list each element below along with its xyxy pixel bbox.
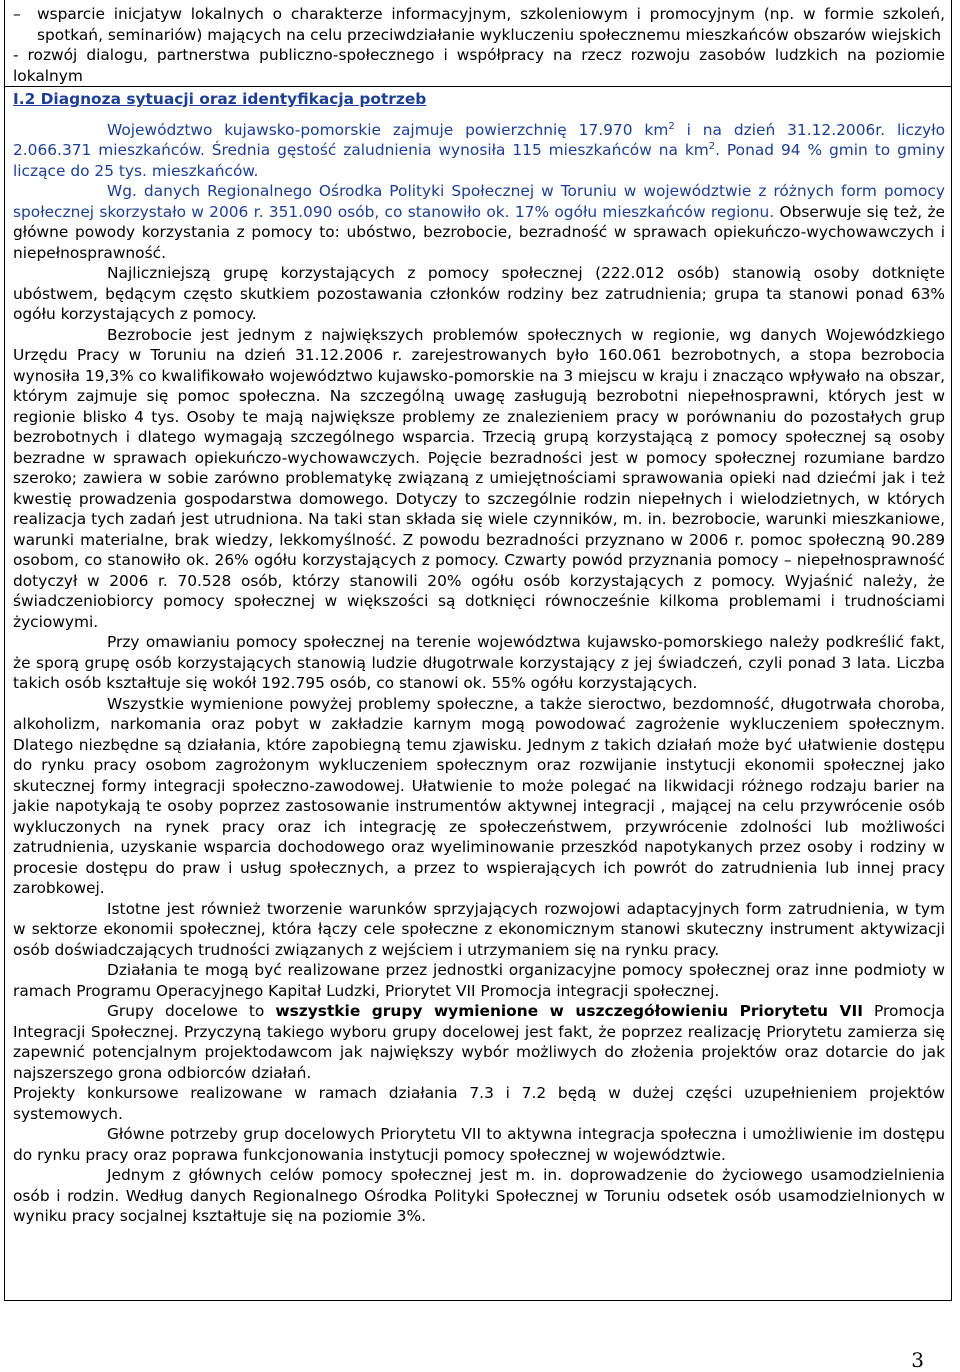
paragraph-3: Najliczniejszą grupę korzystających z pomocy społecznej (222.012 osób) stanowią osoby dotknięte ubóstwem, będącym często skutkiem pozostawania członków rodziny bez zatrudnienia; grupa ta stanowi ponad 63% ogółu korzystających z pomocy. <box>13 264 945 323</box>
bullet-text: wsparcie inicjatyw lokalnych o charakterze informacyjnym, szkoleniowym i promocyjnym (np. w formie szkoleń, spotkań, seminariów) mających na celu przeciwdziałanie wykluczeniu społecznemu mieszkańców obszarów wiejskich <box>37 5 945 44</box>
document-frame <box>4 0 952 1301</box>
paragraph-8: Działania te mogą być realizowane przez jednostki organizacyjne pomocy społecznej oraz inne podmioty w ramach Programu Operacyjnego Kapitał Ludzki, Priorytet VII Promocja integracji społecznej. <box>13 961 945 1000</box>
paragraph-6: Wszystkie wymienione powyżej problemy społeczne, a także sieroctwo, bezdomność, długotrwała choroba, alkoholizm, narkomania oraz pobyt w zakładzie karnym mogą powodować zagrożenie wykluczeniem społecznym. Dlatego niezbędne są działania, które zapobiegną temu zjawisku. Jednym z takich działań może być ułatwienie dostępu do rynku pracy osobom zagrożonym wykluczeniem społecznym oraz rozwijanie instytucji ekonomii społecznej jako skutecznej formy integracji społeczno-zawodowej. Ułatwienie to może polegać na likwidacji różnego rodzaju barier na jakie napotykają te osoby poprzez zastosowanie instrumentów aktywnej integracji , mającej na celu przywrócenie osób wykluczonych na rynek pracy oraz ich integrację ze społeczeństwem, przywrócenie zdolności lub możliwości zatrudnienia, uzyskanie wsparcia dochodowego oraz wyeliminowanie przeszkód napotykanych przez osoby i rodziny w procesie dostępu do praw i usług społecznych, a przez to wspierających ich powrót do zatrudnienia lub innej pracy zarobkowej. <box>13 694 945 897</box>
bullet-marker: – <box>13 5 21 23</box>
paragraph-7: Istotne jest również tworzenie warunków sprzyjających rozwojowi adaptacyjnych form zatrudnienia, w tym w sektorze ekonomii społecznej, która łączy cele społeczne z ekonomicznym stanowi skuteczny instrument aktywizacji osób doświadczających trudności związanych z wejściem i utrzymaniem się na rynku pracy. <box>13 899 945 959</box>
dash-item: - rozwój dialogu, partnerstwa publiczno-społecznego i współpracy na rzecz rozwoju zasobów ludzkich na poziomie lokalnym <box>13 46 945 85</box>
paragraph-5: Przy omawianiu pomocy społecznej na terenie województwa kujawsko-pomorskiego należy podkreślić fakt, że sporą grupę osób korzystających stanowią ludzie długotrwale korzystający z jej świadczeń, czyli ponad 3 lata. Liczba takich osób kształtuje się wokół 192.795 osób, co stanowi ok. 55% ogółu korzystających. <box>13 633 945 692</box>
bold-phrase: wszystkie grupy wymienione w uszczegółowieniu Priorytetu VII <box>275 1002 863 1020</box>
paragraph-2: Wg. danych Regionalnego Ośrodka Polityki Społecznej w Toruniu w województwie z różnych form pomocy społecznej skorzystało w 2006 r. 351.090 osób, co stanowiło ok. 17% ogółu mieszkańców regionu. Obserwuje się też, że główne powody korzystania z pomocy to: ubóstwo, bezrobocie, bezradność w sprawach opiekuńczo-wychowawczych i niepełnosprawność. <box>13 182 945 262</box>
paragraph-1: Województwo kujawsko-pomorskie zajmuje powierzchnię 17.970 $km^2$ i na dzień 31.12.2006r. liczyło 2.066.371 mieszkańców. Średnia gęstość zaludnienia wynosiła 115 mieszkańców na $km^2$. Ponad 94 % gmin to gminy liczące do 25 tys. mieszkańców. <box>13 120 945 180</box>
paragraph-12: Jednym z głównych celów pomocy społecznej jest m. in. doprowadzenie do życiowego usamodzielnienia osób i rodzin. Według danych Regionalnego Ośrodka Polityki Społecznej w Toruniu odsetek osób usamodzielnionych w wyniku pracy socjalnej kształtuje się na poziomie 3%. <box>13 1166 945 1225</box>
intro-box <box>5 0 951 87</box>
paragraph-11: Główne potrzeby grup docelowych Priorytetu VII to aktywna integracja społeczna i umożliwienie im dostępu do rynku pracy oraz poprawa funkcjonowania instytucji pomocy społecznej w województwie. <box>13 1125 945 1164</box>
paragraph-4: Bezrobocie jest jednym z największych problemów społecznych w regionie, wg danych Wojewódzkiego Urzędu Pracy w Toruniu na dzień 31.12.2006 r. zarejestrowanych było 160.061 bezrobotnych, a stopa bezrobocia wynosiła 19,3% co kwalifikowało województwo kujawsko-pomorskie na 3 miejscu w kraju i znacząco wpływało na obszar, którym zajmuje się pomoc społeczna. Na szczególną uwagę zasługują bezrobotni niepełnosprawni, których jest w regionie blisko 4 tys. Osoby te mają największe problemy ze znalezieniem pracy w porównaniu do pozostałych grup bezrobotnych i dlatego wymagają szczególnego wsparcia. Trzecią grupą korzystającą z pomocy społecznej są osoby bezradne w sprawach opiekuńczo-wychowawczych. Pojęcie bezradności jest w pomocy społecznej rozumiane bardzo szeroko; zawiera w sobie zarówno problematykę związaną z umiejętnościami sprawowania opieki nad dziećmi jak i też kwestię prowadzenia gospodarstwa domowego. Dotyczy to szczególnie rodzin niepełnych i wielodzietnych, w których realizacja tych zadań jest utrudniona. Na taki stan składa się wiele czynników, m. in. bezrobocie, warunki mieszkaniowe, warunki materialne, brak wiedzy, lekkomyślność. Z powodu bezradności przyznano w 2006 r. pomoc społeczną 90.289 osobom, co stanowiło ok. 26% ogółu korzystających z pomocy. Czwarty powód przyznania pomocy – niepełnosprawność dotyczył w 2006 r. 70.528 osób, którzy stanowili 20% ogółu osób korzystających z pomocy. Wyjaśnić należy, że świadczeniobiorcy pomocy społecznej w większości są dotknięci równocześnie kilkoma problemami i trudnościami życiowymi. <box>13 325 945 631</box>
section-heading: I.2 Diagnoza sytuacji oraz identyfikacja potrzeb <box>13 90 427 108</box>
page-number: 3 <box>911 1348 924 1372</box>
paragraph-9: Grupy docelowe to wszystkie grupy wymienione w uszczegółowieniu Priorytetu VII Promocja Integracji Społecznej. Przyczyną takiego wyboru grupy docelowej jest fakt, że poprzez realizację Priorytetu zamierza się zapewnić potencjalnym projektodawcom jak największy wybór możliwych do złożenia projektów oraz dotarcie do jak najszerszego grona odbiorców działań. <box>13 1002 945 1082</box>
bullet-item <box>13 4 945 45</box>
paragraph-10: Projekty konkursowe realizowane w ramach działania 7.3 i 7.2 będą w dużej części uzupełnieniem projektów systemowych. <box>13 1084 945 1123</box>
